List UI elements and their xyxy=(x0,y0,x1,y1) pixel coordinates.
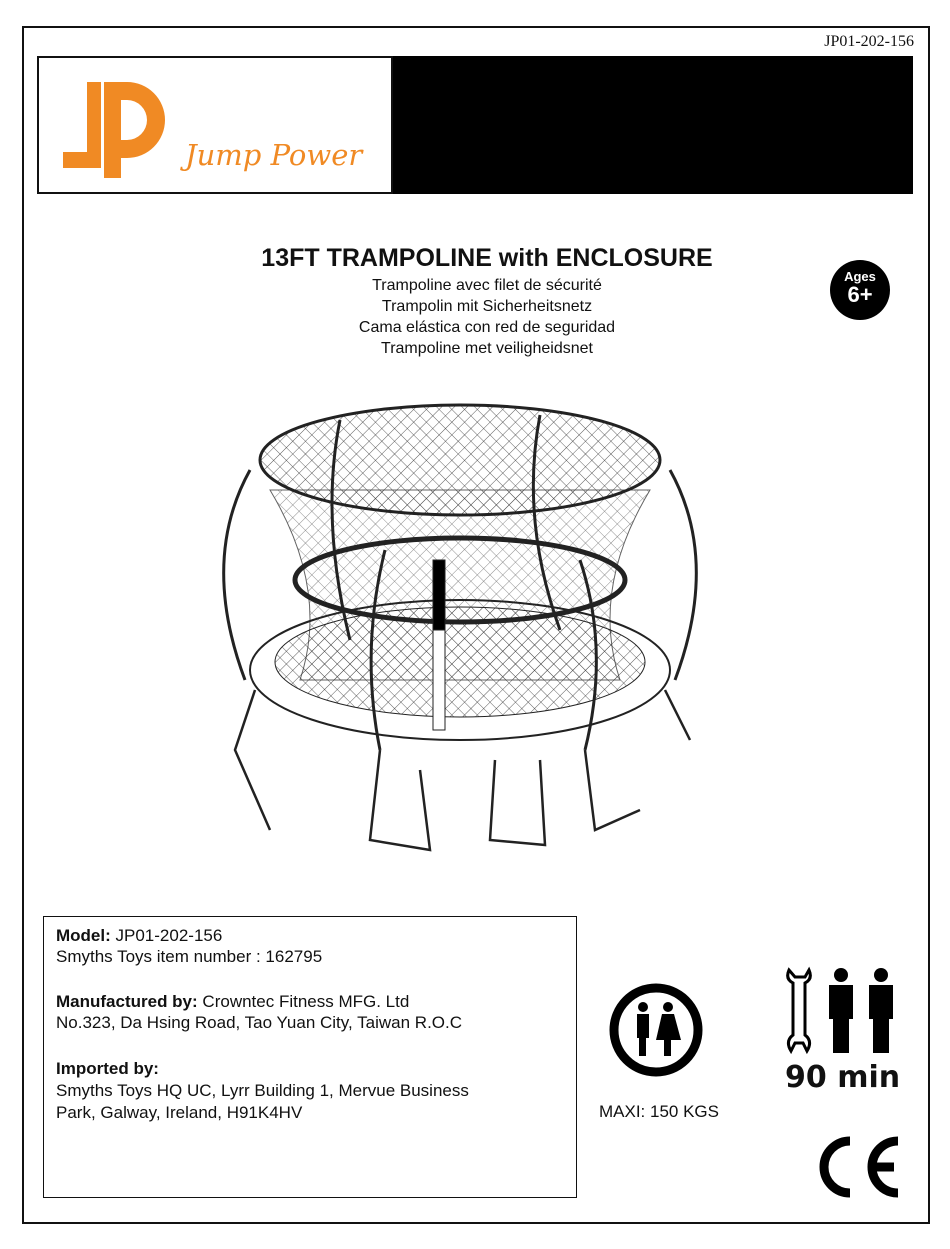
logo-box xyxy=(37,56,393,194)
importer-label xyxy=(56,1058,159,1079)
manufacturer-address: No.323, Da Hsing Road, Tao Yuan City, Taiwan R.O.C xyxy=(56,1013,463,1032)
brand-name: Jump Power xyxy=(185,138,363,172)
ages-label: Ages xyxy=(844,269,876,284)
trampoline-illustration xyxy=(0,390,950,870)
title-dutch: Trampoline met veiligheidsnet xyxy=(381,340,593,357)
ages-badge xyxy=(830,260,890,320)
importer-line-1: Smyths Toys HQ UC, Lyrr Building 1, Mervue Business xyxy=(56,1081,469,1100)
model-value: JP01-202-156 xyxy=(115,926,223,945)
model-line xyxy=(56,925,222,946)
manufacturer-line xyxy=(56,991,409,1012)
manufacturer-value: Crowntec Fitness MFG. Ltd xyxy=(202,992,410,1011)
item-number: Smyths Toys item number : 162795 xyxy=(56,947,323,966)
max-users-icon xyxy=(606,980,706,1080)
header-black-bar xyxy=(391,56,913,194)
model-label: Model: xyxy=(56,926,111,945)
title-german: Trampolin mit Sicherheitsnetz xyxy=(381,298,593,315)
manufacturer-label: Manufactured by: xyxy=(56,992,198,1011)
jp-logo-icon xyxy=(49,60,169,190)
importer-line-2: Park, Galway, Ireland, H91K4HV xyxy=(56,1103,303,1122)
max-weight-label: MAXI: 150 KGS xyxy=(599,1102,719,1121)
ce-mark-icon xyxy=(814,1135,904,1199)
product-title: 13FT TRAMPOLINE with ENCLOSURE xyxy=(261,244,713,272)
title-spanish: Cama elástica con red de seguridad xyxy=(358,319,616,336)
document-code: JP01-202-156 xyxy=(824,33,914,50)
title-french: Trampoline avec filet de sécurité xyxy=(372,277,602,294)
product-info-box xyxy=(43,916,577,1198)
assembly-time: 90 min xyxy=(785,1060,901,1095)
importer-label-text: Imported by: xyxy=(56,1059,159,1078)
assembly-wrench-people-icon xyxy=(783,965,903,1055)
ages-value: 6+ xyxy=(847,282,873,307)
